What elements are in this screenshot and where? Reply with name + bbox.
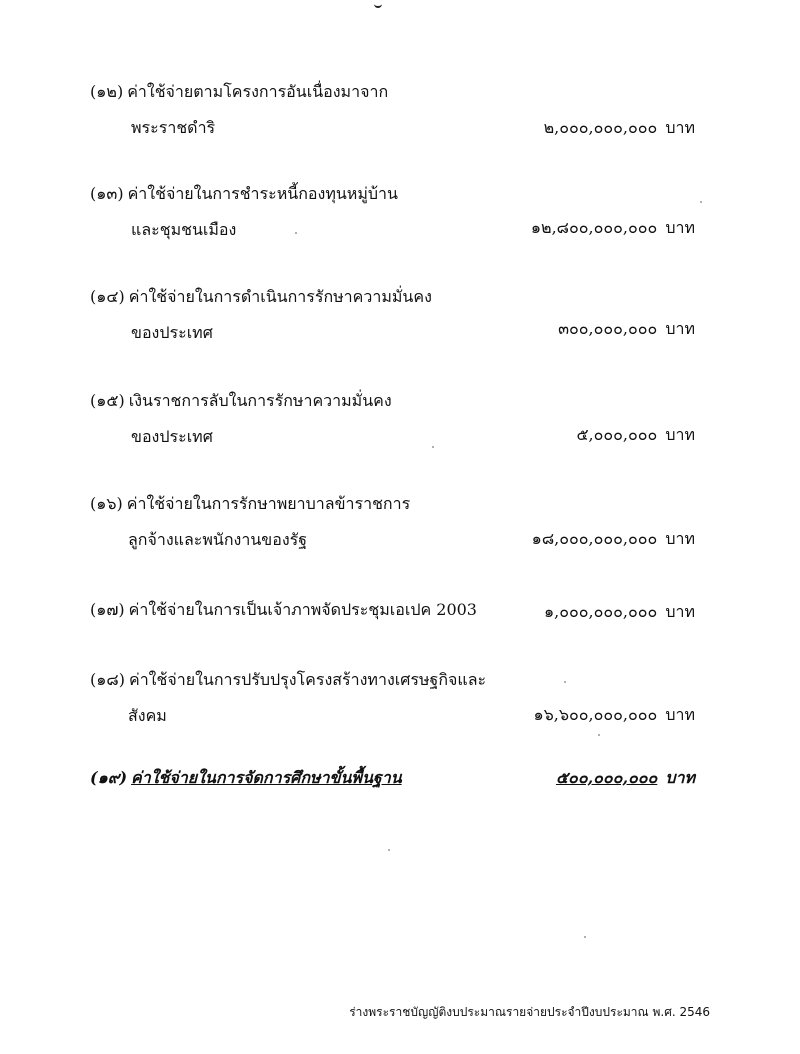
budget-item-19	[0, 766, 800, 836]
budget-item-18	[0, 668, 800, 738]
item-description-line1: ค่าใช้จ่ายในการชำระหนี้กองทุนหมู่บ้าน	[127, 184, 398, 203]
item-unit: บาท	[665, 319, 695, 338]
item-number: (๑๓)	[90, 184, 124, 203]
item-number: (๑๒)	[90, 82, 124, 101]
budget-item-14	[0, 285, 800, 355]
item-amount: ๑๒,๘๐๐,๐๐๐,๐๐๐	[530, 218, 658, 237]
item-amount: ๓๐๐,๐๐๐,๐๐๐	[558, 319, 658, 338]
item-unit: บาท	[665, 218, 695, 237]
item-amount: ๑๘,๐๐๐,๐๐๐,๐๐๐	[531, 529, 658, 548]
item-unit: บาท	[665, 118, 695, 137]
item-description-line1: ค่าใช้จ่ายในการจัดการศึกษาขั้นพื้นฐาน	[131, 768, 402, 787]
budget-item-13	[0, 182, 800, 252]
scan-speck	[700, 201, 702, 203]
item-number: (๑๖)	[90, 494, 123, 513]
item-description-line2: พระราชดำริ	[131, 118, 216, 137]
item-number: (๑๗)	[90, 600, 125, 619]
item-amount: ๑๖,๖๐๐,๐๐๐,๐๐๐	[533, 705, 658, 724]
item-description-line1: ค่าใช้จ่ายในการดำเนินการรักษาความมั่นคง	[128, 287, 432, 306]
scan-speck	[295, 232, 297, 234]
item-amount: ๕,๐๐๐,๐๐๐	[576, 425, 658, 444]
item-number: (๑๙)	[90, 768, 128, 787]
scan-speck	[598, 734, 600, 736]
scan-speck	[432, 446, 434, 448]
item-description-line1: ค่าใช้จ่ายในการปรับปรุงโครงสร้างทางเศรษฐกิจและ	[128, 670, 487, 689]
item-number: (๑๕)	[90, 391, 125, 410]
scan-speck	[564, 681, 566, 683]
document-footer: ร่างพระราชบัญญัติงบประมาณรายจ่ายประจำปีงบประมาณ พ.ศ. 2546	[349, 1005, 710, 1019]
item-unit: บาท	[665, 705, 695, 724]
item-description-line2: และชุมชนเมือง	[131, 220, 237, 239]
item-number: (๑๘)	[90, 670, 125, 689]
budget-item-12	[0, 80, 800, 150]
item-unit: บาท	[665, 768, 695, 787]
item-description-line1: ค่าใช้จ่ายในการรักษาพยาบาลข้าราชการ	[126, 494, 411, 513]
page-top-mark	[374, 0, 382, 8]
item-amount: ๑,๐๐๐,๐๐๐,๐๐๐	[544, 602, 658, 621]
item-description-line2: ลูกจ้างและพนักงานของรัฐ	[128, 530, 308, 549]
item-description-line1: ค่าใช้จ่ายในการเป็นเจ้าภาพจัดประชุมเอเปค 2003	[128, 600, 477, 619]
item-number: (๑๔)	[90, 287, 125, 306]
item-description-line2: สังคม	[128, 706, 167, 725]
scan-speck	[388, 849, 390, 851]
item-description-line1: เงินราชการลับในการรักษาความมั่นคง	[128, 391, 392, 410]
item-description-line2: ของประเทศ	[131, 427, 213, 446]
item-description-line1: ค่าใช้จ่ายตามโครงการอันเนื่องมาจาก	[127, 82, 389, 101]
item-amount: ๕๐๐,๐๐๐,๐๐๐	[555, 768, 658, 787]
budget-item-15	[0, 389, 800, 459]
item-unit: บาท	[665, 529, 695, 548]
item-description-line2: ของประเทศ	[131, 323, 213, 342]
budget-item-17	[0, 598, 800, 668]
item-amount: ๒,๐๐๐,๐๐๐,๐๐๐	[543, 118, 658, 137]
scan-speck	[584, 936, 586, 938]
item-unit: บาท	[665, 602, 695, 621]
budget-item-16	[0, 492, 800, 562]
item-unit: บาท	[665, 425, 695, 444]
